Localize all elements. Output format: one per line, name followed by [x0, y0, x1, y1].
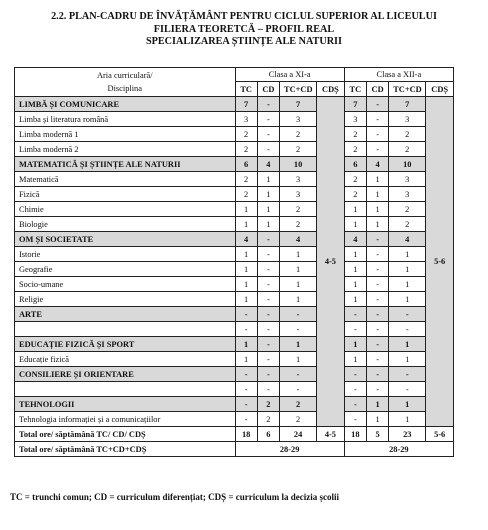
legend-note: TC = trunchi comun; CD = curriculum diferențiat; CDȘ = curriculum la decizia școlii [10, 492, 339, 502]
area-header-line-1: Aria curriculară/ [96, 71, 153, 80]
discipline-name [15, 322, 236, 337]
hours-cell: 1 [235, 247, 257, 262]
col-tc-12: TC [344, 82, 366, 97]
total-value: 5 [366, 427, 388, 442]
total-row-1 [15, 427, 454, 442]
hours-cell: 10 [280, 157, 317, 172]
hours-cell: - [257, 337, 279, 352]
discipline-row [15, 202, 454, 217]
discipline-row [15, 217, 454, 232]
area-discipline-header [15, 68, 236, 97]
category-row [15, 97, 454, 112]
discipline-name: Biologie [15, 217, 236, 232]
hours-cell: - [257, 367, 279, 382]
hours-cell: 1 [344, 292, 366, 307]
title-line-2: FILIERA TEORETCĂ – PROFIL REAL [153, 23, 335, 35]
hours-cell: - [366, 262, 388, 277]
hours-cell: 1 [280, 292, 317, 307]
discipline-name: Fizică [15, 187, 236, 202]
hours-cell: 1 [257, 172, 279, 187]
hours-cell: 1 [235, 352, 257, 367]
total-value: 23 [389, 427, 426, 442]
discipline-name: Limba modernă 1 [15, 127, 236, 142]
hours-cell: 1 [389, 337, 426, 352]
class-11-header: Clasa a XI-a [235, 68, 344, 82]
hours-cell: 7 [280, 97, 317, 112]
hours-cell: 1 [344, 247, 366, 262]
col-cds-12: CDȘ [426, 82, 454, 97]
discipline-row [15, 142, 454, 157]
category-name: MATEMATICĂ ȘI ȘTIINȚE ALE NATURII [15, 157, 236, 172]
hours-cell: 4 [235, 232, 257, 247]
hours-cell: 1 [280, 262, 317, 277]
col-tccd-11: TC+CD [280, 82, 317, 97]
hours-cell: 2 [344, 187, 366, 202]
hours-cell: - [389, 382, 426, 397]
category-name: ARTE [15, 307, 236, 322]
col-tc-11: TC [235, 82, 257, 97]
hours-cell: - [257, 112, 279, 127]
col-cds-11: CDȘ [317, 82, 345, 97]
discipline-name: Religie [15, 292, 236, 307]
category-row [15, 232, 454, 247]
total-value: 6 [257, 427, 279, 442]
total-value: 18 [344, 427, 366, 442]
hours-cell: 1 [235, 202, 257, 217]
hours-cell: 1 [235, 277, 257, 292]
hours-cell: 4 [280, 232, 317, 247]
discipline-name: Limba și literatura română [15, 112, 236, 127]
total-label-1: Total ore/ săptămână TC/ CD/ CDȘ [15, 427, 236, 442]
discipline-name: Istorie [15, 247, 236, 262]
hours-cell: 1 [344, 277, 366, 292]
title-line-1: 2.2. PLAN-CADRU DE ÎNVĂȚĂMÂNT PENTRU CICLUL SUPERIOR AL LICEULUI [51, 11, 437, 22]
hours-cell: 4 [366, 157, 388, 172]
hours-cell: - [344, 322, 366, 337]
hours-cell: 2 [280, 397, 317, 412]
discipline-row [15, 187, 454, 202]
hours-cell: - [366, 382, 388, 397]
hours-cell: 1 [344, 202, 366, 217]
hours-cell: - [257, 127, 279, 142]
hours-cell: 2 [389, 217, 426, 232]
hours-cell: 7 [344, 97, 366, 112]
category-row [15, 397, 454, 412]
total-sum-11: 28-29 [235, 442, 344, 457]
col-tccd-12: TC+CD [389, 82, 426, 97]
hours-cell: - [366, 97, 388, 112]
hours-cell: 1 [280, 247, 317, 262]
hours-cell: - [366, 127, 388, 142]
total-label-2: Total ore/ săptămână TC+CD+CDȘ [15, 442, 236, 457]
hours-cell: 10 [389, 157, 426, 172]
hours-cell: 2 [389, 142, 426, 157]
title-line-3: SPECIALIZAREA ȘTIINȚE ALE NATURII [146, 36, 342, 48]
hours-cell: 2 [280, 127, 317, 142]
hours-cell: 3 [344, 112, 366, 127]
hours-cell: 1 [280, 352, 317, 367]
hours-cell: 2 [344, 127, 366, 142]
hours-cell: - [366, 277, 388, 292]
hours-cell: 3 [389, 187, 426, 202]
hours-cell: 6 [344, 157, 366, 172]
total-value: 4-5 [317, 427, 345, 442]
hours-cell: 2 [235, 127, 257, 142]
hours-cell: 1 [235, 292, 257, 307]
hours-cell: 1 [389, 247, 426, 262]
hours-cell: - [280, 367, 317, 382]
discipline-row [15, 112, 454, 127]
hours-cell: 2 [280, 202, 317, 217]
discipline-row [15, 277, 454, 292]
hours-cell: 1 [389, 262, 426, 277]
hours-cell: 3 [280, 172, 317, 187]
total-value: 18 [235, 427, 257, 442]
hours-cell: 2 [235, 187, 257, 202]
hours-cell: 3 [389, 172, 426, 187]
hours-cell: 2 [235, 172, 257, 187]
hours-cell: 3 [280, 112, 317, 127]
discipline-row [15, 172, 454, 187]
blank-row [15, 322, 454, 337]
hours-cell: - [257, 142, 279, 157]
hours-cell: 2 [280, 217, 317, 232]
class-12-header: Clasa a XII-a [344, 68, 453, 82]
discipline-name: Geografie [15, 262, 236, 277]
total-sum-12: 28-29 [344, 442, 453, 457]
hours-cell: 1 [389, 277, 426, 292]
hours-cell: 1 [257, 187, 279, 202]
hours-cell: 1 [389, 412, 426, 427]
category-row [15, 307, 454, 322]
category-name: LIMBĂ ȘI COMUNICARE [15, 97, 236, 112]
blank-row [15, 382, 454, 397]
discipline-name: Chimie [15, 202, 236, 217]
hours-cell: - [235, 322, 257, 337]
hours-cell: - [366, 352, 388, 367]
hours-cell: - [235, 397, 257, 412]
hours-cell: 1 [344, 337, 366, 352]
hours-cell: - [344, 367, 366, 382]
discipline-row [15, 352, 454, 367]
hours-cell: - [344, 307, 366, 322]
hours-cell: 3 [235, 112, 257, 127]
hours-cell: 1 [344, 262, 366, 277]
hours-cell: 2 [344, 142, 366, 157]
hours-cell: 1 [366, 217, 388, 232]
hours-cell: 1 [280, 277, 317, 292]
discipline-row [15, 412, 454, 427]
hours-cell: - [257, 277, 279, 292]
hours-cell: 1 [366, 412, 388, 427]
hours-cell: 1 [235, 337, 257, 352]
hours-cell: 2 [280, 142, 317, 157]
hours-cell: 1 [280, 337, 317, 352]
hours-cell: 1 [366, 202, 388, 217]
hours-cell: 2 [280, 412, 317, 427]
hours-cell: 7 [389, 97, 426, 112]
category-name: OM ȘI SOCIETATE [15, 232, 236, 247]
area-header-line-2: Disciplina [107, 84, 142, 93]
hours-cell: - [366, 367, 388, 382]
curriculum-table [14, 67, 454, 457]
table-body [15, 97, 454, 427]
hours-cell: 2 [257, 397, 279, 412]
hours-cell: 6 [235, 157, 257, 172]
hours-cell: 3 [389, 112, 426, 127]
hours-cell: 1 [366, 397, 388, 412]
hours-cell: 3 [280, 187, 317, 202]
hours-cell: 1 [389, 352, 426, 367]
hours-cell: - [389, 367, 426, 382]
discipline-row [15, 127, 454, 142]
col-cd-11: CD [257, 82, 279, 97]
hours-cell: 2 [257, 412, 279, 427]
discipline-name [15, 382, 236, 397]
hours-cell: 1 [389, 397, 426, 412]
hours-cell: - [257, 382, 279, 397]
hours-cell: - [235, 307, 257, 322]
hours-cell: - [257, 292, 279, 307]
hours-cell: - [235, 367, 257, 382]
discipline-row [15, 292, 454, 307]
hours-cell: 1 [366, 172, 388, 187]
discipline-name: Limba modernă 2 [15, 142, 236, 157]
hours-cell: 4 [344, 232, 366, 247]
category-name: CONSILIERE ȘI ORIENTARE [15, 367, 236, 382]
hours-cell: - [366, 112, 388, 127]
hours-cell: - [257, 97, 279, 112]
hours-cell: - [389, 322, 426, 337]
hours-cell: 2 [389, 127, 426, 142]
hours-cell: - [235, 412, 257, 427]
total-row-2 [15, 442, 454, 457]
hours-cell: - [366, 247, 388, 262]
hours-cell: - [280, 307, 317, 322]
hours-cell: - [366, 337, 388, 352]
hours-cell: 1 [366, 187, 388, 202]
hours-cell: - [257, 322, 279, 337]
hours-cell: 7 [235, 97, 257, 112]
category-name: EDUCAȚIE FIZICĂ ȘI SPORT [15, 337, 236, 352]
hours-cell: - [257, 352, 279, 367]
document-title [0, 11, 488, 49]
hours-cell: 2 [344, 172, 366, 187]
hours-cell: - [257, 307, 279, 322]
hours-cell: 1 [257, 217, 279, 232]
hours-cell: 4 [389, 232, 426, 247]
category-row [15, 367, 454, 382]
hours-cell: 1 [235, 217, 257, 232]
discipline-name: Matematică [15, 172, 236, 187]
hours-cell: 1 [235, 262, 257, 277]
hours-cell: - [366, 232, 388, 247]
col-cd-12: CD [366, 82, 388, 97]
hours-cell: 1 [344, 352, 366, 367]
hours-cell: - [257, 232, 279, 247]
hours-cell: 2 [389, 202, 426, 217]
hours-cell: - [366, 142, 388, 157]
hours-cell: - [389, 307, 426, 322]
total-value: 5-6 [426, 427, 454, 442]
hours-cell: - [344, 412, 366, 427]
hours-cell: - [257, 247, 279, 262]
hours-cell: - [366, 322, 388, 337]
category-name: TEHNOLOGII [15, 397, 236, 412]
discipline-row [15, 247, 454, 262]
discipline-row [15, 262, 454, 277]
total-value: 24 [280, 427, 317, 442]
hours-cell: - [280, 322, 317, 337]
hours-cell: - [257, 262, 279, 277]
hours-cell: 4 [257, 157, 279, 172]
hours-cell: 1 [257, 202, 279, 217]
cds-12-range: 5-6 [426, 97, 454, 427]
hours-cell: - [280, 382, 317, 397]
hours-cell: - [344, 397, 366, 412]
hours-cell: - [366, 292, 388, 307]
hours-cell: 1 [344, 217, 366, 232]
discipline-name: Socio-umane [15, 277, 236, 292]
hours-cell: 1 [389, 292, 426, 307]
hours-cell: - [235, 382, 257, 397]
cds-11-range: 4-5 [317, 97, 345, 427]
discipline-name: Tehnologia informației și a comunicațiilor [15, 412, 236, 427]
category-row [15, 157, 454, 172]
category-row [15, 337, 454, 352]
hours-cell: - [366, 307, 388, 322]
hours-cell: 2 [235, 142, 257, 157]
hours-cell: - [344, 382, 366, 397]
discipline-name: Educație fizică [15, 352, 236, 367]
